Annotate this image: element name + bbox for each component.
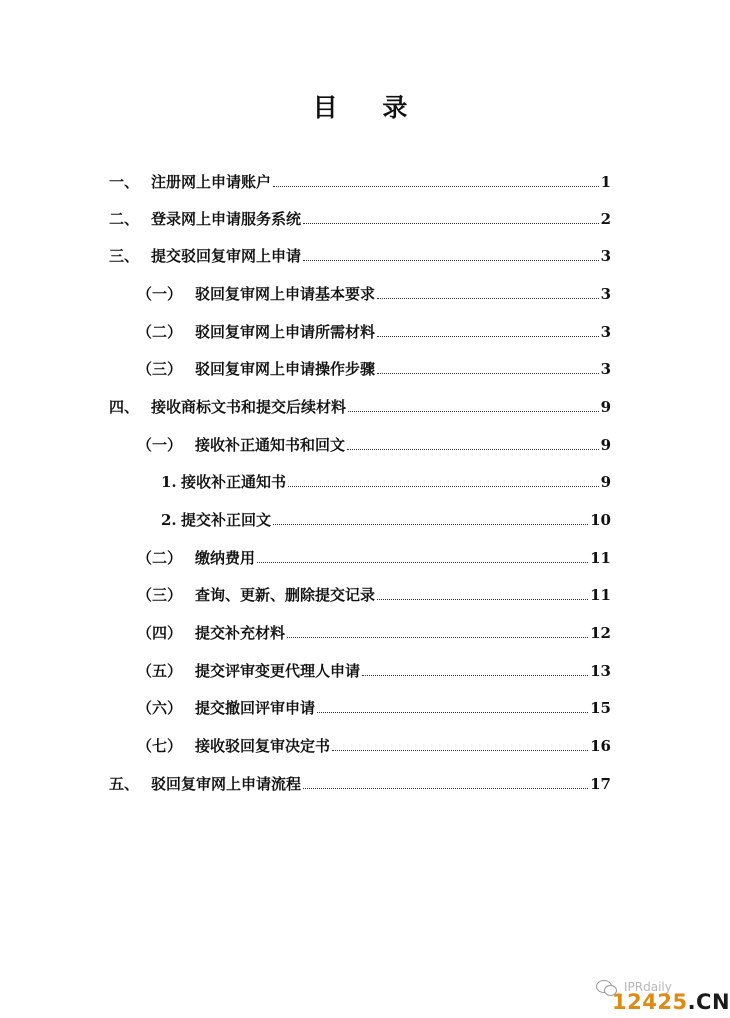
- toc-entry-text: 查询、更新、删除提交记录: [195, 586, 376, 604]
- dot-leader: [257, 561, 588, 563]
- toc-entry[interactable]: [137, 698, 611, 718]
- toc-entry-page: 1: [600, 173, 611, 191]
- site-logo-digits: 12425: [612, 990, 688, 1014]
- toc-entry-page: 9: [600, 398, 611, 416]
- toc-entry[interactable]: [137, 661, 611, 681]
- toc-entry-text: 提交撤回评审申请: [195, 699, 316, 717]
- dot-leader: [273, 185, 599, 187]
- dot-leader: [348, 410, 599, 412]
- toc-entry-number: 一、: [109, 173, 140, 191]
- toc-entry-page: 3: [600, 285, 611, 303]
- dot-leader: [347, 448, 599, 450]
- toc-entry[interactable]: [137, 435, 611, 455]
- dot-leader: [287, 636, 588, 638]
- toc-entry-number: 2.: [161, 511, 177, 529]
- toc-entry-number: 四、: [109, 398, 140, 416]
- site-logo-tld: .CN: [687, 990, 730, 1014]
- dot-leader: [303, 222, 599, 224]
- toc-entry-page: 3: [600, 323, 611, 341]
- toc-entry-text: 提交补充材料: [195, 624, 286, 642]
- toc-entry-number: （一）: [137, 436, 183, 454]
- toc-entry[interactable]: [137, 322, 611, 342]
- toc-entry-number: 二、: [109, 210, 140, 228]
- toc-entry[interactable]: [109, 397, 611, 417]
- toc-entry-text: 驳回复审网上申请基本要求: [195, 285, 376, 303]
- toc-entry-number: （四）: [137, 624, 183, 642]
- toc-entry-page: 15: [590, 699, 611, 717]
- dot-leader: [332, 749, 588, 751]
- toc-entry-text: 缴纳费用: [195, 549, 256, 567]
- toc-entry-text: 接收补正通知书: [181, 473, 287, 491]
- toc-entry[interactable]: [137, 284, 611, 304]
- toc-entry-number: （五）: [137, 662, 183, 680]
- toc-entry-page: 17: [590, 775, 611, 793]
- toc-entry-number: （三）: [137, 360, 183, 378]
- toc-entry-page: 3: [600, 360, 611, 378]
- toc-entry-text: 注册网上申请账户: [151, 173, 272, 191]
- toc-entry-page: 13: [590, 662, 611, 680]
- toc-entry[interactable]: [109, 209, 611, 229]
- toc-entry-text: 接收商标文书和提交后续材料: [151, 398, 347, 416]
- toc-entry-page: 11: [590, 549, 611, 567]
- toc-entry-page: 9: [600, 436, 611, 454]
- toc-entry-page: 11: [590, 586, 611, 604]
- toc-title: 目 录: [312, 93, 426, 122]
- toc-entry-page: 12: [590, 624, 611, 642]
- dot-leader: [377, 335, 599, 337]
- dot-leader: [288, 485, 599, 487]
- toc-entry-text: 接收补正通知书和回文: [195, 436, 346, 454]
- dot-leader: [273, 523, 588, 525]
- toc-entry-text: 驳回复审网上申请所需材料: [195, 323, 376, 341]
- toc-entry-page: 3: [600, 247, 611, 265]
- toc-entry[interactable]: [109, 172, 611, 192]
- toc-entry[interactable]: [137, 736, 611, 756]
- dot-leader: [317, 711, 588, 713]
- toc-entry-text: 登录网上申请服务系统: [151, 210, 302, 228]
- dot-leader: [377, 598, 588, 600]
- toc-entry-number: （二）: [137, 323, 183, 341]
- watermark-text: IPRdaily: [624, 980, 672, 994]
- toc-entry[interactable]: [137, 623, 611, 643]
- toc-entry-text: 提交驳回复审网上申请: [151, 247, 302, 265]
- toc-entry-text: 提交补正回文: [181, 511, 272, 529]
- toc-entry[interactable]: [161, 472, 611, 492]
- toc-entry-number: 三、: [109, 247, 140, 265]
- toc-entry-page: 10: [590, 511, 611, 529]
- toc-entry-number: （一）: [137, 285, 183, 303]
- dot-leader: [377, 297, 599, 299]
- dot-leader: [362, 674, 588, 676]
- toc-entry-text: 接收驳回复审决定书: [195, 737, 331, 755]
- toc-entry[interactable]: [137, 548, 611, 568]
- toc-entry[interactable]: [137, 359, 611, 379]
- dot-leader: [303, 259, 599, 261]
- toc-entry-text: 提交评审变更代理人申请: [195, 662, 361, 680]
- toc-entry[interactable]: [137, 585, 611, 605]
- toc-entry-number: （七）: [137, 737, 183, 755]
- toc-entry-number: （六）: [137, 699, 183, 717]
- site-logo: [612, 990, 730, 1014]
- toc-entry[interactable]: [109, 774, 611, 794]
- toc-entry-text: 驳回复审网上申请操作步骤: [195, 360, 376, 378]
- dot-leader: [377, 372, 599, 374]
- toc-entry-number: 五、: [109, 775, 140, 793]
- toc-entry-page: 9: [600, 473, 611, 491]
- dot-leader: [303, 787, 588, 789]
- toc-entry-number: 1.: [161, 473, 177, 491]
- toc-entry-page: 2: [600, 210, 611, 228]
- toc-entry-page: 16: [590, 737, 611, 755]
- toc-entry[interactable]: [161, 510, 611, 530]
- toc-entry-number: （三）: [137, 586, 183, 604]
- toc-entry-number: （二）: [137, 549, 183, 567]
- toc-entry-text: 驳回复审网上申请流程: [151, 775, 302, 793]
- toc-entry[interactable]: [109, 246, 611, 266]
